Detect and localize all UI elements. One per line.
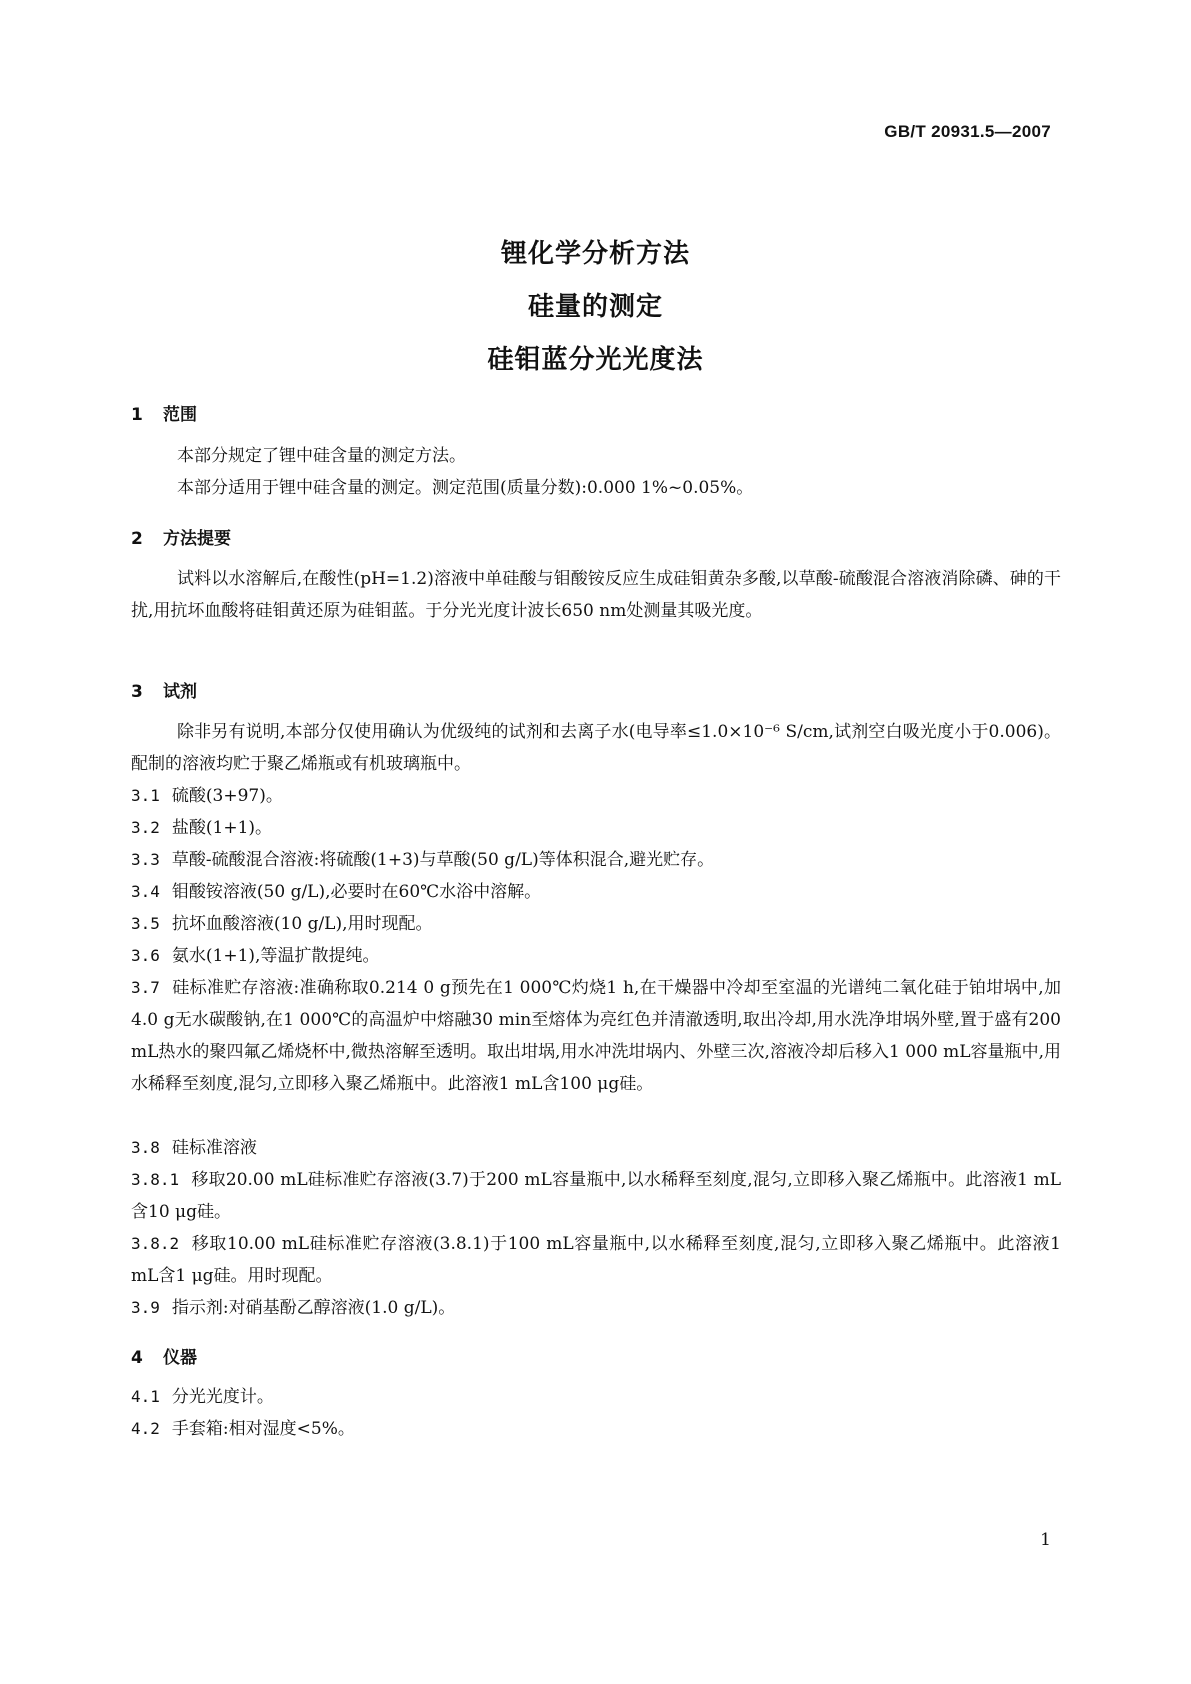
title-line-1: 锂化学分析方法 — [500, 239, 690, 269]
item-number: 3.4 — [131, 882, 160, 901]
section-title: 范围 — [163, 405, 197, 425]
paragraph: 本部分适用于锂中硅含量的测定。测定范围(质量分数):0.000 1%~0.05%。 — [177, 478, 754, 498]
item-number: 3.5 — [131, 914, 160, 933]
section-heading-apparatus — [131, 1343, 197, 1368]
item-number: 3.3 — [131, 850, 160, 869]
item-text: 抗坏血酸溶液(10 g/L),用时现配。 — [171, 914, 433, 934]
list-item — [131, 1292, 1061, 1324]
list-item — [131, 1132, 1061, 1164]
title-line-2: 硅量的测定 — [527, 292, 663, 322]
page-number: 1 — [1040, 1530, 1051, 1550]
section-heading-scope — [131, 400, 197, 425]
list-item — [131, 812, 1061, 844]
item-number: 3.8 — [131, 1138, 160, 1157]
item-text: 盐酸(1+1)。 — [171, 818, 273, 838]
item-text: 硅标准溶液 — [171, 1138, 257, 1158]
list-item — [131, 908, 1061, 940]
paragraph: 除非另有说明,本部分仅使用确认为优级纯的试剂和去离子水(电导率≤1.0×10⁻⁶ S/cm,试剂空白吸光度小于0.006)。配制的溶液均贮于聚乙烯瓶或有机玻璃瓶中。 — [131, 722, 1061, 774]
list-item — [131, 780, 1061, 812]
item-text: 硅标准贮存溶液:准确称取0.214 0 g预先在1 000℃灼烧1 h,在干燥器中冷却至室温的光谱纯二氧化硅于铂坩埚中,加4.0 g无水碳酸钠,在1 000℃的高温炉中熔融30 min至熔体为亮红色并清澈透明,取出冷却,用水洗净坩埚外壁,置于盛有200 mL热水的聚四氟乙烯烧杯中,微热溶解至透明。取出坩埚,用水冲洗坩埚内、外壁三次,溶液冷却后移入1 000 mL容量瓶中,用水稀释至刻度,混匀,立即移入聚乙烯瓶中。此溶液1 mL含100 μg硅。 — [131, 978, 1061, 1094]
paragraph: 试料以水溶解后,在酸性(pH=1.2)溶液中单硅酸与钼酸铵反应生成硅钼黄杂多酸,以草酸-硫酸混合溶液消除磷、砷的干扰,用抗坏血酸将硅钼黄还原为硅钼蓝。于分光光度计波长650 nm处测量其吸光度。 — [131, 569, 1061, 621]
item-text: 移取20.00 mL硅标准贮存溶液(3.7)于200 mL容量瓶中,以水稀释至刻度,混匀,立即移入聚乙烯瓶中。此溶液1 mL含10 μg硅。 — [131, 1170, 1061, 1222]
section-number: 3 — [131, 682, 143, 702]
item-text: 硫酸(3+97)。 — [171, 786, 283, 806]
section-number: 4 — [131, 1348, 143, 1368]
item-number: 3.8.2 — [131, 1234, 180, 1253]
item-text: 分光光度计。 — [171, 1387, 274, 1407]
section-title: 试剂 — [163, 682, 197, 702]
item-text: 草酸-硫酸混合溶液:将硫酸(1+3)与草酸(50 g/L)等体积混合,避光贮存。 — [171, 850, 715, 870]
list-item — [131, 1228, 1061, 1292]
title-line-3: 硅钼蓝分光光度法 — [487, 345, 704, 375]
item-number: 3.9 — [131, 1298, 160, 1317]
item-number: 3.8.1 — [131, 1170, 180, 1189]
document-title — [0, 228, 1191, 387]
item-text: 手套箱:相对湿度<5%。 — [171, 1419, 355, 1439]
list-item — [131, 972, 1061, 1100]
list-item — [131, 1381, 1061, 1413]
item-number: 3.1 — [131, 786, 160, 805]
item-text: 移取10.00 mL硅标准贮存溶液(3.8.1)于100 mL容量瓶中,以水稀释至刻度,混匀,立即移入聚乙烯瓶中。此溶液1 mL含1 μg硅。用时现配。 — [131, 1234, 1061, 1286]
item-number: 3.2 — [131, 818, 160, 837]
section-title: 仪器 — [163, 1348, 197, 1368]
item-text: 指示剂:对硝基酚乙醇溶液(1.0 g/L)。 — [171, 1298, 456, 1318]
item-text: 钼酸铵溶液(50 g/L),必要时在60℃水浴中溶解。 — [171, 882, 542, 902]
list-item — [131, 1413, 1061, 1445]
section-heading-reagents — [131, 677, 197, 702]
item-number: 4.2 — [131, 1419, 160, 1438]
item-number: 3.6 — [131, 946, 160, 965]
paragraph: 本部分规定了锂中硅含量的测定方法。 — [177, 446, 466, 466]
section-number: 1 — [131, 405, 143, 425]
section-number: 2 — [131, 529, 143, 549]
list-item — [131, 940, 1061, 972]
list-item — [131, 876, 1061, 908]
list-item — [131, 1164, 1061, 1228]
section-heading-principle — [131, 524, 231, 549]
section-title: 方法提要 — [163, 529, 231, 549]
standard-code: GB/T 20931.5—2007 — [884, 122, 1051, 141]
item-number: 4.1 — [131, 1387, 160, 1406]
list-item — [131, 844, 1061, 876]
item-text: 氨水(1+1),等温扩散提纯。 — [171, 946, 380, 966]
item-number: 3.7 — [131, 978, 160, 997]
